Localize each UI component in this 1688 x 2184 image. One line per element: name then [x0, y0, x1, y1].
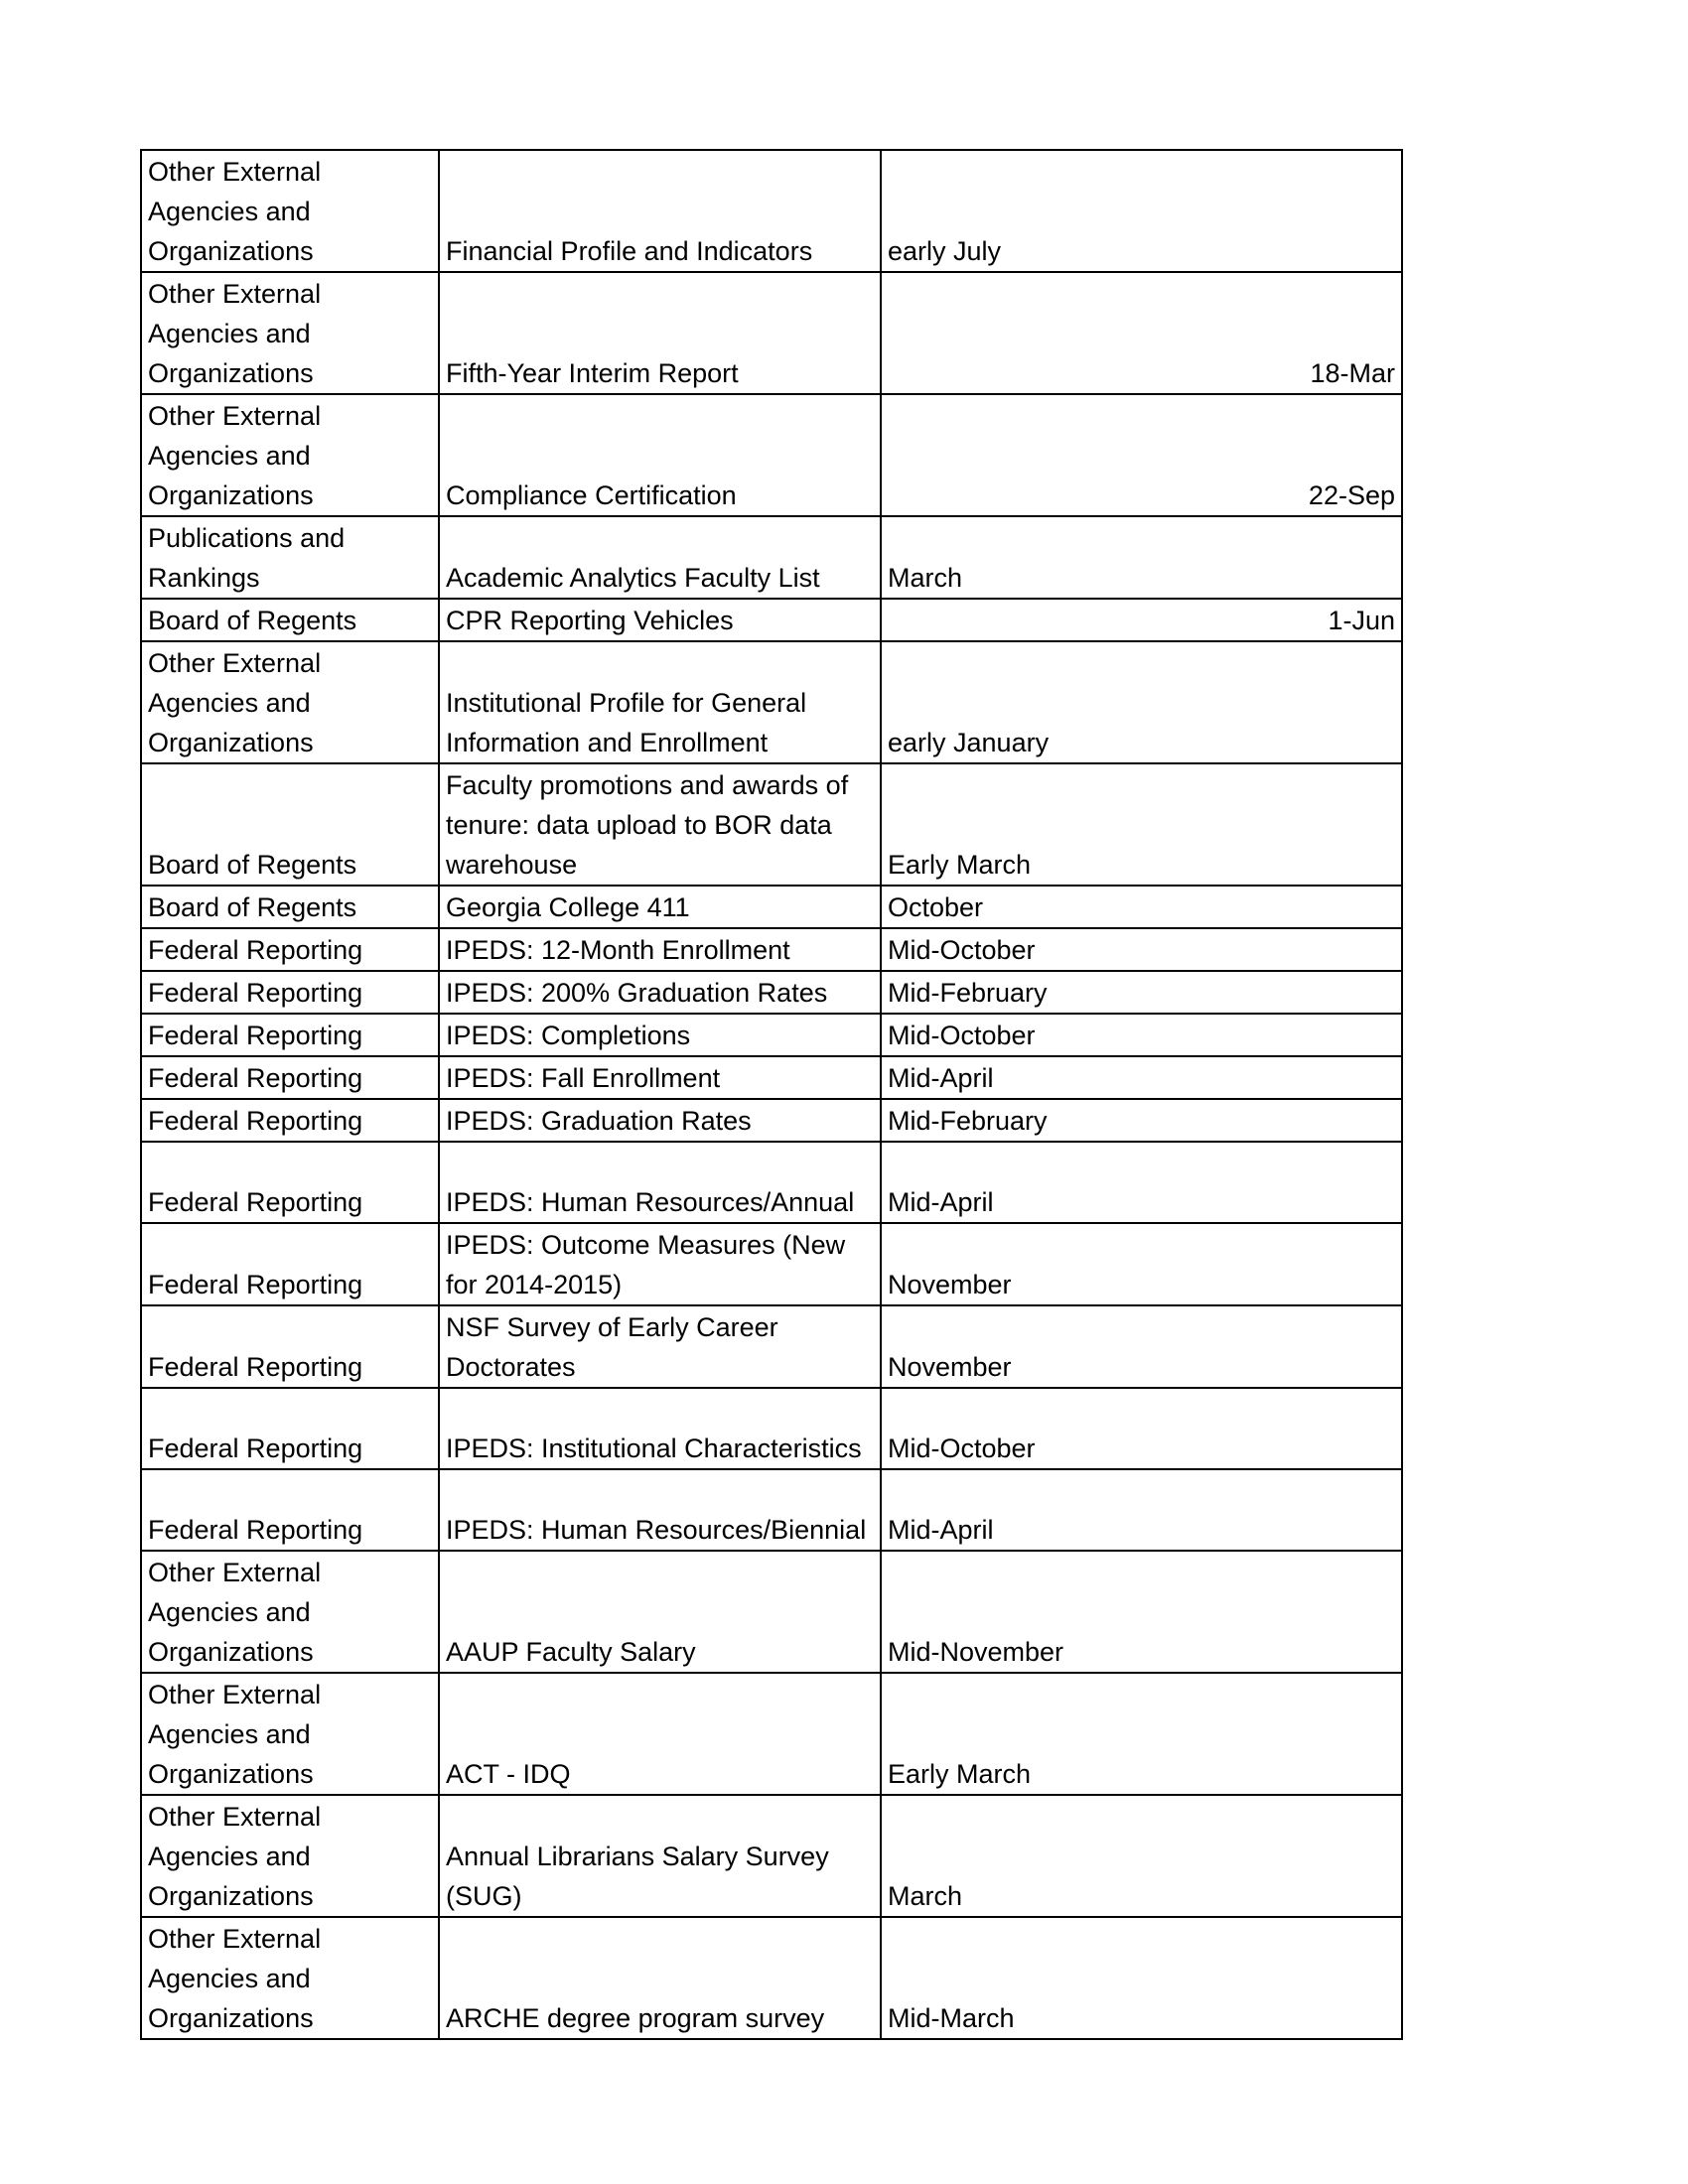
- table-row: [141, 1099, 1402, 1142]
- table-row: [141, 150, 1402, 272]
- table-row: [141, 1014, 1402, 1056]
- due-date-cell: November: [881, 1223, 1402, 1305]
- table-row: [141, 1469, 1402, 1551]
- report-cell: IPEDS: Completions: [439, 1014, 881, 1056]
- table-row: [141, 1795, 1402, 1917]
- due-date-cell: Mid-November: [881, 1551, 1402, 1673]
- agency-cell: Federal Reporting: [141, 971, 439, 1014]
- due-date-cell: October: [881, 886, 1402, 928]
- table-row: [141, 641, 1402, 763]
- agency-cell: Federal Reporting: [141, 1014, 439, 1056]
- table-row: [141, 1917, 1402, 2039]
- report-cell: Financial Profile and Indicators: [439, 150, 881, 272]
- report-cell: ACT - IDQ: [439, 1673, 881, 1795]
- agency-cell: Federal Reporting: [141, 1469, 439, 1551]
- due-date-cell: Mid-October: [881, 1014, 1402, 1056]
- agency-cell: Other External Agencies and Organizations: [141, 1795, 439, 1917]
- report-cell: Faculty promotions and awards of tenure: data upload to BOR data warehouse: [439, 763, 881, 886]
- table-row: [141, 599, 1402, 641]
- due-date-cell: Early March: [881, 1673, 1402, 1795]
- agency-cell: Federal Reporting: [141, 1099, 439, 1142]
- agency-cell: Other External Agencies and Organizations: [141, 641, 439, 763]
- due-date-cell: early January: [881, 641, 1402, 763]
- due-date-cell: March: [881, 516, 1402, 599]
- report-cell: IPEDS: Graduation Rates: [439, 1099, 881, 1142]
- due-date-cell: Mid-March: [881, 1917, 1402, 2039]
- table-row: [141, 1223, 1402, 1305]
- table-row: [141, 516, 1402, 599]
- agency-cell: Board of Regents: [141, 599, 439, 641]
- due-date-cell: Mid-February: [881, 1099, 1402, 1142]
- report-cell: IPEDS: Institutional Characteristics: [439, 1388, 881, 1469]
- report-cell: Compliance Certification: [439, 394, 881, 516]
- report-cell: Fifth-Year Interim Report: [439, 272, 881, 394]
- table-row: [141, 1142, 1402, 1223]
- due-date-cell: Mid-October: [881, 1388, 1402, 1469]
- table-row: [141, 394, 1402, 516]
- due-date-cell: early July: [881, 150, 1402, 272]
- table-row: [141, 1551, 1402, 1673]
- agency-cell: Other External Agencies and Organizations: [141, 150, 439, 272]
- report-cell: IPEDS: Fall Enrollment: [439, 1056, 881, 1099]
- table-row: [141, 763, 1402, 886]
- agency-cell: Federal Reporting: [141, 928, 439, 971]
- report-cell: IPEDS: Human Resources/Biennial: [439, 1469, 881, 1551]
- due-date-cell: Mid-October: [881, 928, 1402, 971]
- table-row: [141, 1673, 1402, 1795]
- table-row: [141, 1388, 1402, 1469]
- report-cell: Georgia College 411: [439, 886, 881, 928]
- agency-cell: Board of Regents: [141, 763, 439, 886]
- due-date-cell: 1-Jun: [881, 599, 1402, 641]
- due-date-cell: Mid-April: [881, 1056, 1402, 1099]
- report-cell: IPEDS: 200% Graduation Rates: [439, 971, 881, 1014]
- report-cell: IPEDS: 12-Month Enrollment: [439, 928, 881, 971]
- report-cell: NSF Survey of Early Career Doctorates: [439, 1305, 881, 1388]
- due-date-cell: Mid-February: [881, 971, 1402, 1014]
- table-row: [141, 1305, 1402, 1388]
- report-cell: AAUP Faculty Salary: [439, 1551, 881, 1673]
- agency-cell: Federal Reporting: [141, 1305, 439, 1388]
- report-cell: IPEDS: Human Resources/Annual: [439, 1142, 881, 1223]
- agency-cell: Other External Agencies and Organizations: [141, 394, 439, 516]
- agency-cell: Publications and Rankings: [141, 516, 439, 599]
- table-body: [141, 150, 1402, 2039]
- reporting-schedule-table: [140, 149, 1403, 2040]
- agency-cell: Other External Agencies and Organizations: [141, 1551, 439, 1673]
- agency-cell: Board of Regents: [141, 886, 439, 928]
- agency-cell: Federal Reporting: [141, 1142, 439, 1223]
- due-date-cell: Mid-April: [881, 1469, 1402, 1551]
- agency-cell: Other External Agencies and Organizations: [141, 1917, 439, 2039]
- due-date-cell: 22-Sep: [881, 394, 1402, 516]
- report-cell: CPR Reporting Vehicles: [439, 599, 881, 641]
- due-date-cell: Mid-April: [881, 1142, 1402, 1223]
- due-date-cell: November: [881, 1305, 1402, 1388]
- due-date-cell: Early March: [881, 763, 1402, 886]
- table-row: [141, 886, 1402, 928]
- table-row: [141, 971, 1402, 1014]
- due-date-cell: March: [881, 1795, 1402, 1917]
- agency-cell: Federal Reporting: [141, 1223, 439, 1305]
- table-row: [141, 928, 1402, 971]
- report-cell: ARCHE degree program survey: [439, 1917, 881, 2039]
- report-cell: IPEDS: Outcome Measures (New for 2014-2015): [439, 1223, 881, 1305]
- agency-cell: Federal Reporting: [141, 1056, 439, 1099]
- agency-cell: Other External Agencies and Organizations: [141, 1673, 439, 1795]
- table-row: [141, 272, 1402, 394]
- report-cell: Academic Analytics Faculty List: [439, 516, 881, 599]
- table-row: [141, 1056, 1402, 1099]
- report-cell: Institutional Profile for General Information and Enrollment: [439, 641, 881, 763]
- due-date-cell: 18-Mar: [881, 272, 1402, 394]
- report-cell: Annual Librarians Salary Survey (SUG): [439, 1795, 881, 1917]
- agency-cell: Federal Reporting: [141, 1388, 439, 1469]
- agency-cell: Other External Agencies and Organizations: [141, 272, 439, 394]
